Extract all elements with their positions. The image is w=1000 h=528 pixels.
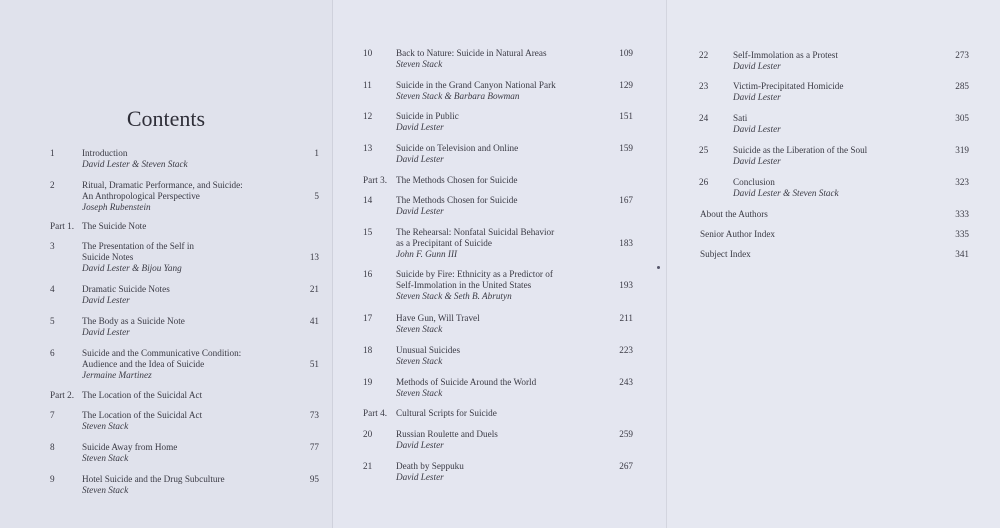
left-page bbox=[0, 0, 332, 528]
middle-page bbox=[332, 0, 667, 528]
page-number: 151 bbox=[619, 111, 633, 121]
page-number: 267 bbox=[619, 461, 633, 471]
chapter-title bbox=[733, 177, 839, 199]
chapter-number: 26 bbox=[699, 177, 709, 187]
back-matter-entry[interactable] bbox=[700, 249, 969, 260]
chapter-title-line: Self-Immolation in the United States bbox=[396, 280, 532, 291]
chapter-title-line: Have Gun, Will Travel bbox=[396, 313, 480, 323]
chapter-number: 23 bbox=[699, 81, 709, 91]
chapter-title-line: Dramatic Suicide Notes bbox=[82, 284, 170, 294]
page-number: 109 bbox=[619, 48, 633, 58]
chapter-title bbox=[396, 80, 556, 102]
page-number: 129 bbox=[619, 80, 633, 90]
chapter-title bbox=[733, 145, 867, 167]
chapter-title bbox=[396, 313, 480, 335]
page-number: 243 bbox=[619, 377, 633, 387]
chapter-number: 9 bbox=[50, 474, 55, 484]
chapter-title bbox=[396, 429, 498, 451]
part-number: Part 1. bbox=[50, 221, 74, 231]
chapter-author: David Lester & Bijou Yang bbox=[82, 263, 182, 274]
page-number: 333 bbox=[955, 209, 969, 219]
chapter-author: Steven Stack & Barbara Bowman bbox=[396, 91, 520, 102]
page-number: 273 bbox=[955, 50, 969, 60]
back-matter-entry[interactable] bbox=[700, 229, 969, 240]
page-number: 159 bbox=[619, 143, 633, 153]
page-number: 77 bbox=[309, 442, 319, 452]
chapter-title bbox=[396, 143, 518, 165]
chapter-author: Steven Stack & Seth B. Abrutyn bbox=[396, 291, 512, 302]
chapter-title-line: An Anthropological Perspective bbox=[82, 191, 200, 202]
chapter-author: Jermaine Martinez bbox=[82, 370, 152, 381]
page-number: 319 bbox=[955, 145, 969, 155]
chapter-author: Joseph Rubenstein bbox=[82, 202, 151, 213]
chapter-title-line: The Location of the Suicidal Act bbox=[82, 410, 203, 420]
page-number: 5 bbox=[314, 191, 319, 202]
page-number: 1 bbox=[314, 148, 319, 158]
chapter-title bbox=[396, 345, 460, 367]
chapter-author: David Lester bbox=[733, 124, 781, 135]
page-number: 259 bbox=[619, 429, 633, 439]
chapter-title-line: Suicide in the Grand Canyon National Park bbox=[396, 80, 556, 90]
page-number: 323 bbox=[955, 177, 969, 187]
chapter-title bbox=[733, 50, 838, 72]
part-number: Part 4. bbox=[363, 408, 387, 418]
chapter-title bbox=[396, 227, 554, 261]
chapter-author: David Lester bbox=[82, 327, 130, 338]
chapter-title bbox=[396, 48, 547, 70]
part-label: The Methods Chosen for Suicide bbox=[396, 175, 518, 185]
chapter-number: 6 bbox=[50, 348, 55, 358]
chapter-title-line: Back to Nature: Suicide in Natural Areas bbox=[396, 48, 547, 58]
chapter-author: Steven Stack bbox=[82, 453, 129, 464]
chapter-number: 13 bbox=[363, 143, 373, 153]
chapter-author: Steven Stack bbox=[396, 324, 443, 335]
chapter-title-line: Victim-Precipitated Homicide bbox=[733, 81, 844, 91]
chapter-author: Steven Stack bbox=[82, 485, 129, 496]
chapter-title-line: as a Precipitant of Suicide bbox=[396, 238, 492, 249]
chapter-title bbox=[82, 284, 170, 306]
chapter-title bbox=[396, 111, 459, 133]
chapter-title-line: Ritual, Dramatic Performance, and Suicide: bbox=[82, 180, 243, 190]
page-number: 335 bbox=[955, 229, 969, 239]
chapter-author: David Lester bbox=[396, 472, 444, 483]
page-number: 13 bbox=[309, 252, 319, 263]
chapter-title-line: Methods of Suicide Around the World bbox=[396, 377, 537, 387]
back-matter-label: About the Authors bbox=[700, 209, 768, 219]
chapter-title-line: Suicide in Public bbox=[396, 111, 459, 121]
chapter-title-line: The Presentation of the Self in bbox=[82, 241, 195, 251]
chapter-title-line: Self-Immolation as a Protest bbox=[733, 50, 838, 60]
chapter-title-line: Russian Roulette and Duels bbox=[396, 429, 498, 439]
chapter-number: 2 bbox=[50, 180, 55, 190]
chapter-number: 12 bbox=[363, 111, 373, 121]
back-matter-label: Subject Index bbox=[700, 249, 751, 259]
chapter-title bbox=[396, 269, 553, 303]
page-number: 95 bbox=[309, 474, 319, 484]
part-label: The Suicide Note bbox=[82, 221, 147, 231]
chapter-title bbox=[82, 474, 225, 496]
chapter-author: John F. Gunn III bbox=[396, 249, 458, 260]
chapter-title-line: Sati bbox=[733, 113, 748, 123]
chapter-number: 15 bbox=[363, 227, 373, 237]
chapter-author: Steven Stack bbox=[396, 356, 443, 367]
chapter-title-line: Suicide on Television and Online bbox=[396, 143, 519, 153]
chapter-title bbox=[82, 148, 188, 170]
chapter-title bbox=[82, 241, 194, 275]
chapter-title bbox=[733, 113, 781, 135]
chapter-number: 22 bbox=[699, 50, 709, 60]
chapter-number: 16 bbox=[363, 269, 373, 279]
chapter-author: David Lester & Steven Stack bbox=[82, 159, 188, 170]
page-number: 223 bbox=[619, 345, 633, 355]
chapter-author: David Lester bbox=[396, 122, 444, 133]
chapter-author: Steven Stack bbox=[82, 421, 129, 432]
chapter-title-line: Introduction bbox=[82, 148, 128, 158]
back-matter-entry[interactable] bbox=[700, 209, 969, 220]
chapter-author: Steven Stack bbox=[396, 388, 443, 399]
chapter-title-line: Hotel Suicide and the Drug Subculture bbox=[82, 474, 225, 484]
chapter-title bbox=[82, 410, 202, 432]
chapter-number: 4 bbox=[50, 284, 55, 294]
chapter-number: 25 bbox=[699, 145, 709, 155]
chapter-number: 17 bbox=[363, 313, 373, 323]
chapter-title-line: Unusual Suicides bbox=[396, 345, 461, 355]
chapter-title bbox=[82, 348, 241, 382]
page-number: 41 bbox=[309, 316, 319, 326]
chapter-number: 1 bbox=[50, 148, 55, 158]
chapter-title-line: Conclusion bbox=[733, 177, 775, 187]
chapter-number: 19 bbox=[363, 377, 373, 387]
chapter-author: David Lester bbox=[82, 295, 130, 306]
page-number: 211 bbox=[619, 313, 633, 323]
chapter-title-line: Suicide and the Communicative Condition: bbox=[82, 348, 242, 358]
chapter-author: David Lester bbox=[396, 154, 444, 165]
page-number: 193 bbox=[619, 280, 633, 291]
chapter-author: David Lester & Steven Stack bbox=[733, 188, 839, 199]
chapter-number: 18 bbox=[363, 345, 373, 355]
page-number: 341 bbox=[955, 249, 969, 259]
chapter-title-line: The Body as a Suicide Note bbox=[82, 316, 185, 326]
chapter-number: 10 bbox=[363, 48, 373, 58]
chapter-author: David Lester bbox=[396, 440, 444, 451]
right-page bbox=[666, 0, 1000, 528]
chapter-author: David Lester bbox=[733, 92, 781, 103]
page-number: 21 bbox=[309, 284, 319, 294]
chapter-author: David Lester bbox=[733, 61, 781, 72]
chapter-number: 8 bbox=[50, 442, 55, 452]
contents-title: Contents bbox=[126, 106, 206, 131]
chapter-title bbox=[82, 316, 185, 338]
page-number: 167 bbox=[619, 195, 633, 205]
part-label: The Location of the Suicidal Act bbox=[82, 390, 203, 400]
chapter-title bbox=[82, 442, 177, 464]
chapter-number: 20 bbox=[363, 429, 373, 439]
chapter-title-line: Death by Seppuku bbox=[396, 461, 464, 471]
chapter-title bbox=[82, 180, 243, 214]
chapter-title bbox=[733, 81, 843, 103]
page-number: 183 bbox=[619, 238, 633, 249]
chapter-number: 7 bbox=[50, 410, 55, 420]
page-speck bbox=[657, 266, 660, 269]
page-number: 73 bbox=[309, 410, 319, 420]
chapter-title-line: The Rehearsal: Nonfatal Suicidal Behavior bbox=[396, 227, 555, 237]
chapter-title-line: Suicide by Fire: Ethnicity as a Predictor of bbox=[396, 269, 553, 279]
chapter-author: David Lester bbox=[396, 206, 444, 217]
chapter-title bbox=[396, 195, 517, 217]
chapter-title bbox=[396, 461, 464, 483]
chapter-number: 5 bbox=[50, 316, 55, 326]
part-number: Part 3. bbox=[363, 175, 387, 185]
page-number: 285 bbox=[955, 81, 969, 91]
chapter-title-line: Suicide Away from Home bbox=[82, 442, 178, 452]
chapter-title-line: Suicide Notes bbox=[82, 252, 134, 263]
part-label: Cultural Scripts for Suicide bbox=[396, 408, 497, 418]
chapter-number: 11 bbox=[363, 80, 372, 90]
chapter-author: David Lester bbox=[733, 156, 781, 167]
page-number: 51 bbox=[309, 359, 319, 370]
part-number: Part 2. bbox=[50, 390, 74, 400]
back-matter-label: Senior Author Index bbox=[700, 229, 776, 239]
chapter-number: 3 bbox=[50, 241, 55, 251]
chapter-number: 14 bbox=[363, 195, 373, 205]
chapter-number: 24 bbox=[699, 113, 709, 123]
chapter-title-line: Audience and the Idea of Suicide bbox=[82, 359, 205, 370]
chapter-title-line: The Methods Chosen for Suicide bbox=[396, 195, 518, 205]
page-number: 305 bbox=[955, 113, 969, 123]
chapter-author: Steven Stack bbox=[396, 59, 443, 70]
chapter-title-line: Suicide as the Liberation of the Soul bbox=[733, 145, 868, 155]
chapter-number: 21 bbox=[363, 461, 373, 471]
chapter-title bbox=[396, 377, 536, 399]
